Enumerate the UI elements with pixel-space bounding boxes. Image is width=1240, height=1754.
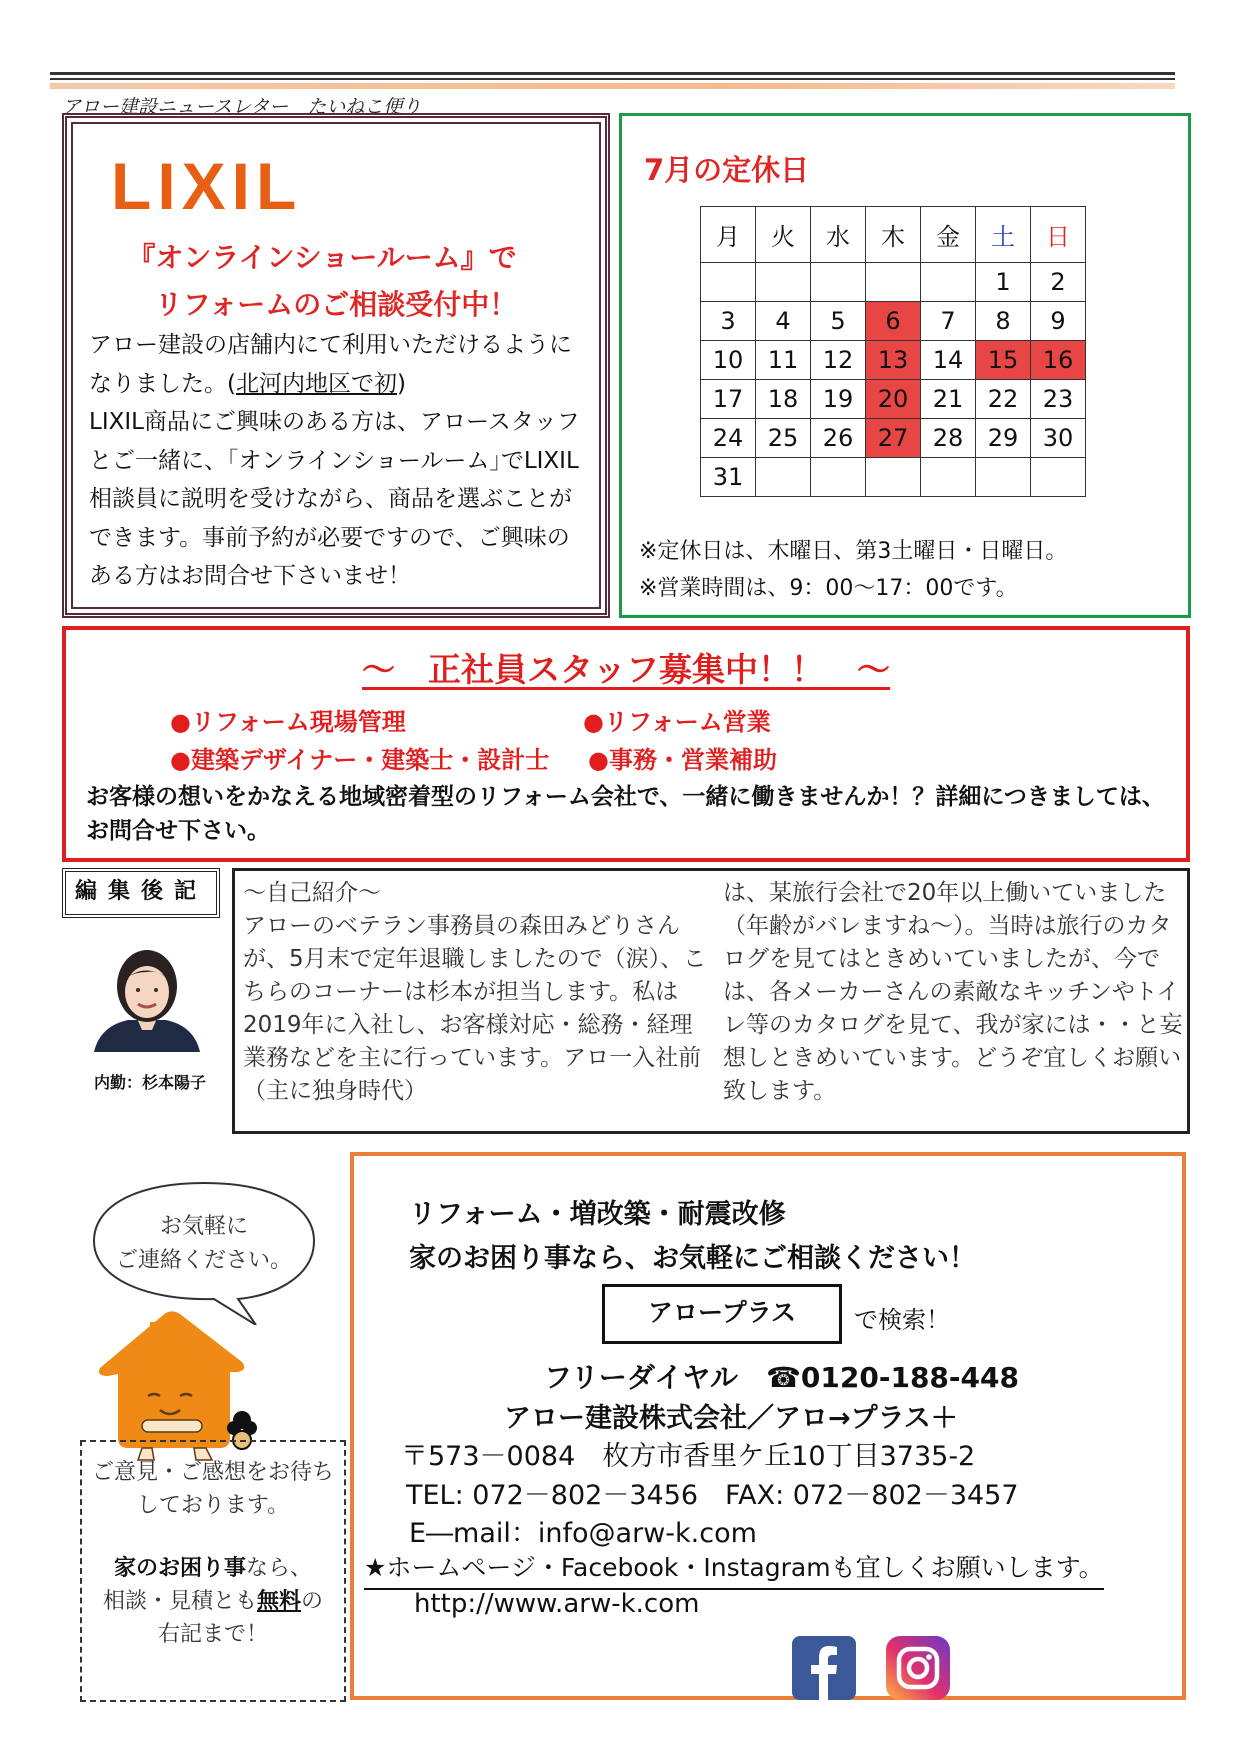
editors-note-column-2: は、某旅行会社で20年以上働いていました（年齢がバレますね～）。当時は旅行のカタログを見てはときめいていましたが、今では、各メーカーさんの素敵なキッチンやトイレ等のカタログを見て、我が家には・・と妄想しときめいています。どうぞ宜しくお願い致します。 [723,880,1183,1104]
calendar-day-cell: 20 [866,380,921,419]
calendar-empty-cell [756,263,811,302]
calendar-day-cell: 3 [701,302,756,341]
calendar-title: 7月の定休日 [644,153,810,187]
calendar-day-cell: 29 [976,419,1031,458]
lixil-heading-2: リフォームのご相談受付中！ [154,288,518,321]
calendar-empty-cell [976,458,1031,497]
contact-panel [350,1152,1186,1700]
calendar-weekday-header: 木 [866,207,921,263]
calendar-day-cell: 18 [756,380,811,419]
calendar-week-row [701,341,1086,380]
feedback-text-2: 相談・見積とも [102,1589,257,1614]
feedback-free-consult [82,1552,344,1651]
calendar-day-cell: 31 [701,458,756,497]
job-item: ●リフォーム営業 [583,708,771,736]
job-item: ●建築デザイナー・建築士・設計士 [170,746,550,774]
bubble-line-2: ご連絡ください。 [115,1248,293,1273]
bubble-line-1: お気軽に [159,1214,249,1239]
consult-line: 家のお困り事なら、お気軽にご相談ください！ [409,1243,976,1274]
calendar-day-cell: 12 [811,341,866,380]
company-address: 〒573－0084 枚方市香里ケ丘10丁目3735-2 [401,1441,976,1472]
freedial-number: フリーダイヤル ☎0120-188-448 [544,1361,1019,1394]
homepage-note: ★ホームページ・Facebook・Instagramも宜しくお願いします。 [364,1548,1104,1590]
calendar-day-cell: 16 [1031,341,1086,380]
calendar-day-cell: 4 [756,302,811,341]
editors-note-label: 編集後記 [62,868,220,918]
calendar-note-business-hours: ※営業時間は、9：00～17：00です。 [639,576,1018,601]
calendar-day-cell: 7 [921,302,976,341]
calendar-day-cell: 28 [921,419,976,458]
calendar-day-cell: 17 [701,380,756,419]
calendar-empty-cell [811,458,866,497]
calendar-day-cell: 14 [921,341,976,380]
lixil-heading-1: 『オンラインショールーム』で [127,241,517,274]
recruitment-title [66,644,1186,691]
calendar-week-row [701,419,1086,458]
editors-note-column-1: ～自己紹介～ アローのベテラン事務員の森田みどりさんが、5月末で定年退職しましたので（涙）、こちらのコーナーは杉本が担当します。私は2019年に入社し、お客様対応・総務・経理業務などを主に行っています。アロ一入社前（主に独身時代） [243,880,707,1104]
calendar-day-cell: 24 [701,419,756,458]
calendar-grid [700,206,1086,497]
feedback-text-3: の [301,1589,324,1614]
recruitment-body: お客様の想いをかなえる地域密着型のリフォーム会社で、一緒に働きませんか！？詳細につきましては、お問合せ下さい。 [86,784,1165,844]
calendar-day-cell: 27 [866,419,921,458]
website-url[interactable]: http://www.arw-k.com [414,1589,700,1619]
services-line: リフォーム・増改築・耐震改修 [409,1199,786,1230]
email-address: E―mail：info@arw-k.com [409,1518,757,1549]
job-item: ●リフォーム現場管理 [170,708,406,736]
calendar-empty-cell [866,458,921,497]
calendar-day-cell: 9 [1031,302,1086,341]
calendar-week-row [701,263,1086,302]
job-item: ●事務・営業補助 [588,746,777,774]
calendar-empty-cell [701,263,756,302]
calendar-day-cell: 8 [976,302,1031,341]
calendar-week-row [701,302,1086,341]
recruitment-panel [62,626,1190,862]
calendar-day-cell: 19 [811,380,866,419]
tel-fax: TEL: 072－802－3456 FAX: 072－802－3457 [406,1480,1019,1511]
calendar-day-cell: 13 [866,341,921,380]
calendar-day-cell: 5 [811,302,866,341]
calendar-day-cell: 22 [976,380,1031,419]
calendar-empty-cell [866,263,921,302]
calendar-weekday-header: 金 [921,207,976,263]
calendar-day-cell: 1 [976,263,1031,302]
calendar-day-cell: 21 [921,380,976,419]
staff-caption: 内勤：杉本陽子 [94,1073,207,1092]
feedback-line-1: ご意見・ご感想をお待ちしております。 [91,1460,334,1518]
calendar-empty-cell [921,263,976,302]
calendar-weekday-header: 水 [811,207,866,263]
calendar-note-closed-days: ※定休日は、木曜日、第3土曜日・日曜日。 [639,539,1068,564]
calendar-day-cell: 23 [1031,380,1086,419]
calendar-day-cell: 2 [1031,263,1086,302]
feedback-bold-1: 家のお困り事 [113,1556,246,1581]
calendar-empty-cell [1031,458,1086,497]
calendar-empty-cell [756,458,811,497]
facebook-icon[interactable] [792,1636,856,1700]
lixil-logo: LIXIL [111,149,303,223]
holiday-calendar-panel [619,113,1191,618]
staff-photo [86,940,208,1052]
feedback-bold-2: 無料 [256,1589,301,1614]
feedback-text-4: 右記まで！ [157,1622,268,1647]
calendar-day-cell: 15 [976,341,1031,380]
calendar-empty-cell [811,263,866,302]
calendar-day-cell: 10 [701,341,756,380]
feedback-box [80,1440,346,1702]
search-suffix: で検索！ [854,1306,950,1334]
calendar-day-cell: 25 [756,419,811,458]
calendar-day-cell: 6 [866,302,921,341]
lixil-body-underlined: 北河内地区で初 [235,370,397,397]
editors-note-panel [232,868,1190,1134]
recruitment-title-text: ～ 正社員スタッフ募集中！！ ～ [362,650,890,689]
calendar-week-row [701,380,1086,419]
calendar-weekday-header: 月 [701,207,756,263]
calendar-weekday-header: 火 [756,207,811,263]
lixil-body-pre: アロー建設の店舗内にて利用いただけるようになりました。( [89,332,572,397]
calendar-day-cell: 30 [1031,419,1086,458]
instagram-icon[interactable] [886,1636,950,1700]
calendar-weekday-header: 土 [976,207,1031,263]
calendar-day-cell: 26 [811,419,866,458]
lixil-body [89,326,589,596]
lixil-body-post: ) LIXIL商品にご興味のある方は、アロースタッフとご一緒に、｢オンラインショールーム｣でLIXIL相談員に説明を受けながら、商品を選ぶことができます。事前予約が必要ですので、ご興味のある方はお問合せ下さいませ！ [89,370,580,589]
calendar-day-cell: 11 [756,341,811,380]
lixil-showroom-panel [62,113,610,618]
newsletter-title: アロー建設ニュースレター たいねこ便り [62,96,422,118]
company-name: アロー建設株式会社／アロ→プラス＋ [504,1403,958,1434]
header-rule [50,72,1175,90]
feedback-text-1: なら、 [246,1556,313,1581]
search-keyword-box: アロープラス [602,1284,842,1344]
calendar-week-row [701,458,1086,497]
calendar-empty-cell [921,458,976,497]
calendar-weekday-header: 日 [1031,207,1086,263]
